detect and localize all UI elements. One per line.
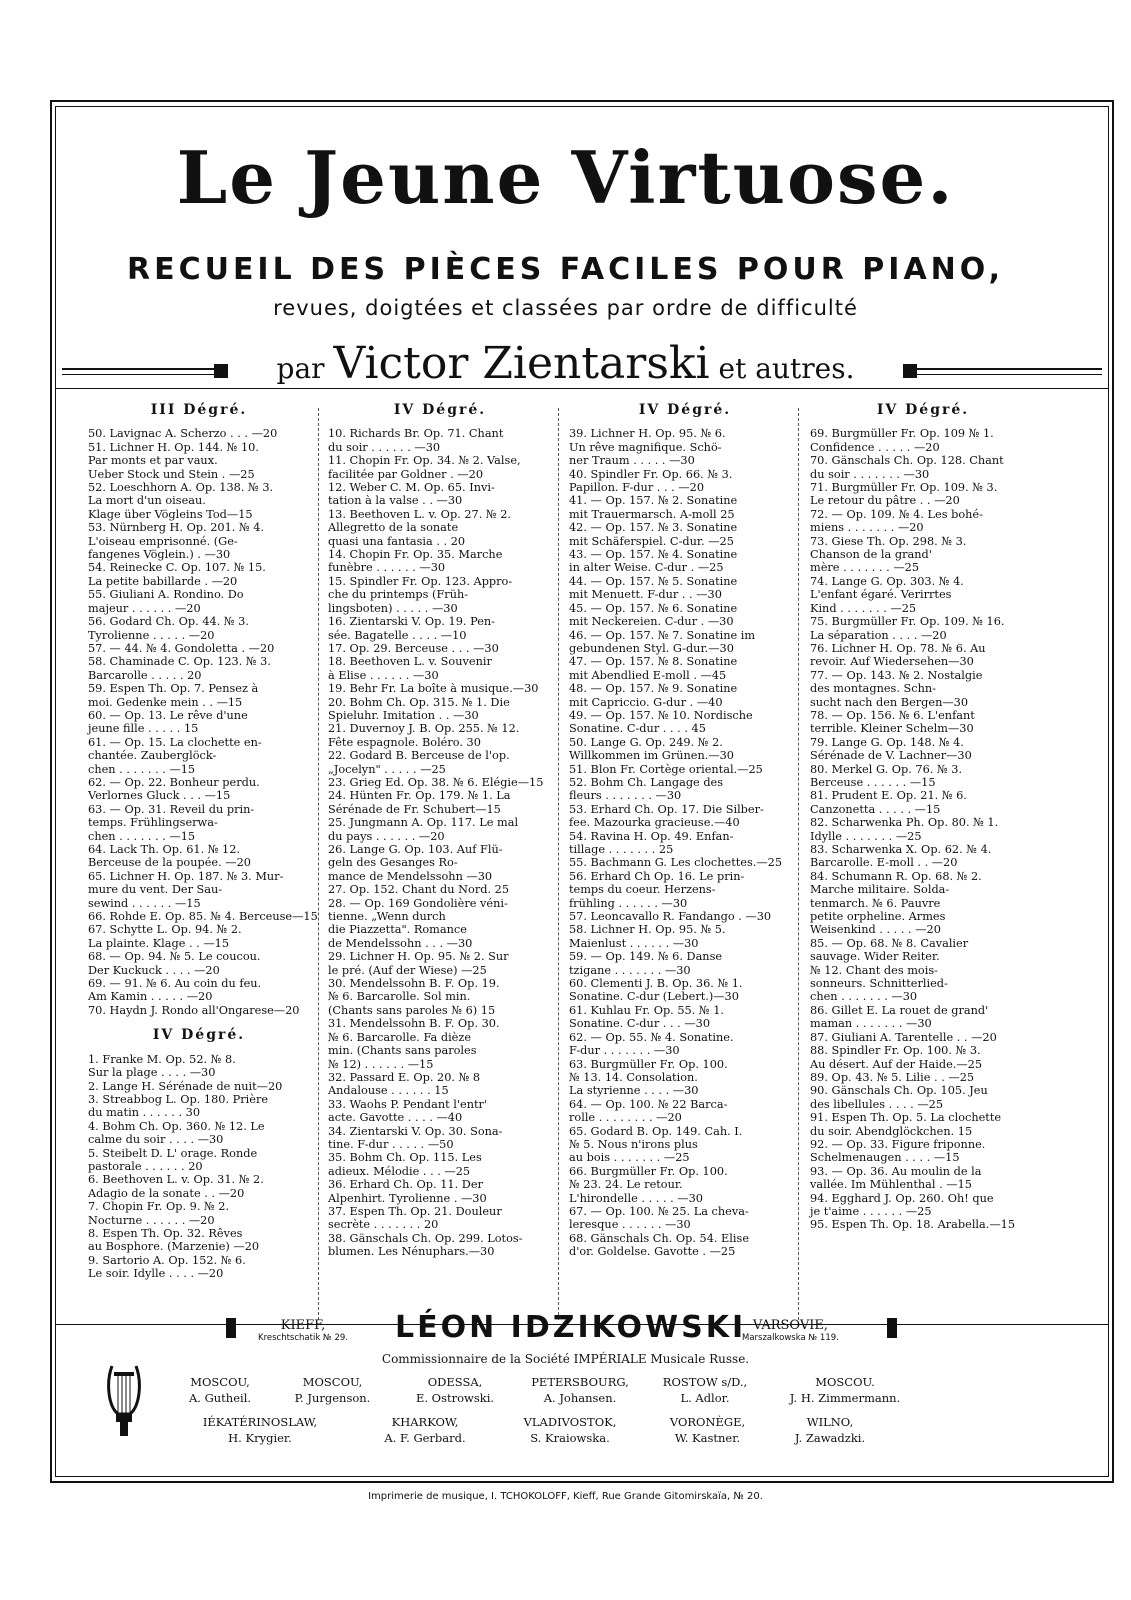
catalog-entry: Canzonetta . . . . . —15 [810, 802, 941, 816]
catalog-entry: 93. — Op. 36. Au moulin de la [810, 1164, 982, 1178]
catalog-entry: 27. Op. 152. Chant du Nord. 25 [328, 883, 510, 897]
lyre-icon [104, 1362, 144, 1438]
catalog-entry: Papillon. F-dur . . . —20 [569, 481, 705, 495]
catalog-entry: leresque . . . . . . —30 [569, 1218, 691, 1232]
catalog-entry: ner Traum . . . . . —30 [569, 454, 695, 468]
catalog-entry: 52. Bohm Ch. Langage des [569, 775, 724, 789]
commissionnaire-line: Commissionnaire de la Société IMPÉRIALE Musicale Russe. [381, 1352, 750, 1366]
catalog-entry: 70. Gänschals Ch. Op. 128. Chant [810, 454, 1004, 468]
catalog-entry: 22. Godard B. Berceuse de l'op. [328, 749, 510, 763]
catalog-entry: chen . . . . . . . —15 [88, 762, 196, 776]
catalog-entry: 41. — Op. 157. № 2. Sonatine [569, 494, 738, 508]
agent: IÉKATÉRINOSLAW, H. Krygier. [202, 1415, 318, 1445]
catalog-entry: 65. Godard B. Op. 149. Cah. I. [569, 1124, 743, 1138]
agent: ROSTOW s/D., L. Adlor. [662, 1375, 748, 1405]
catalog-entry: 82. Scharwenka Ph. Op. 80. № 1. [810, 816, 999, 830]
catalog-entry: mit Trauermarsch. A-moll 25 [569, 507, 735, 521]
entry-list [88, 1053, 310, 1281]
catalog-entry: Sérénade de V. Lachner—30 [810, 749, 972, 763]
agent: WILNO, J. Zawadzki. [794, 1415, 866, 1445]
catalog-entry: Sérénade de Fr. Schubert—15 [328, 802, 501, 816]
catalog-entry: 80. Merkel G. Op. 76. № 3. [810, 762, 963, 776]
catalog-entry: № 13. 14. Consolation. [569, 1070, 698, 1084]
catalog-entry: au Bosphore. (Marzenie) —20 [88, 1240, 260, 1254]
catalog-entry: 63. Burgmüller Fr. Op. 100. [569, 1057, 728, 1071]
catalog-entry: frühling . . . . . . —30 [569, 896, 688, 910]
byline-par: par [276, 352, 325, 385]
catalog-entry: mère . . . . . . . —25 [810, 561, 920, 575]
catalog-entry: 48. — Op. 157. № 9. Sonatine [569, 682, 738, 696]
catalog-entry: 9. Sartorio A. Op. 152. № 6. [88, 1253, 246, 1267]
catalog-entry: du soir . . . . . . . —30 [810, 467, 930, 481]
catalog-entry: 77. — Op. 143. № 2. Nostalgie [810, 668, 983, 682]
catalog-entry: mit Menuett. F-dur . . —30 [569, 588, 722, 602]
catalog-entry: adieux. Mélodie . . . —25 [328, 1164, 471, 1178]
catalog-entry: geln des Gesanges Ro- [328, 856, 458, 870]
catalog-entry: 62. — Op. 55. № 4. Sonatine. [569, 1030, 734, 1044]
catalog-entry: 51. Lichner H. Op. 144. № 10. [88, 440, 259, 454]
catalog-entry: Par monts et par vaux. [88, 454, 218, 468]
catalog-entry: Sonatine. C-dur (Lebert.)—30 [569, 990, 739, 1004]
catalog-entry: 56. Erhard Ch Op. 16. Le prin- [569, 869, 745, 883]
catalog-entry: 91. Espen Th. Op. 5. La clochette [810, 1111, 1002, 1125]
catalog-entry: Confidence . . . . . —20 [810, 440, 940, 454]
catalog-entry: 64. Lack Th. Op. 61. № 12. [88, 843, 241, 856]
catalog-entry: Schelmenaugen . . . . —15 [810, 1151, 960, 1165]
catalog-entry: tine. F-dur . . . . . —50 [328, 1137, 454, 1151]
catalog-entry: 74. Lange G. Op. 303. № 4. [810, 574, 964, 588]
catalog-entry: 90. Gänschals Ch. Op. 105. Jeu [810, 1084, 988, 1098]
catalog-entry: die Piazzetta". Romance [328, 923, 467, 937]
catalog-entry: 95. Espen Th. Op. 18. Arabella.—15 [810, 1218, 1016, 1232]
catalog-entry: majeur . . . . . . —20 [88, 601, 201, 615]
column-2 [328, 404, 552, 1259]
catalog-entry: 73. Giese Th. Op. 298. № 3. [810, 534, 967, 548]
catalog-entry: secrète . . . . . . . 20 [328, 1218, 439, 1232]
catalog-entry: 70. Haydn J. Rondo all'Ongarese—20 [88, 1003, 300, 1017]
catalog-entry: mit Schäferspiel. C-dur. —25 [569, 534, 734, 548]
column-4 [810, 404, 1036, 1232]
catalog-entry: 72. — Op. 109. № 4. Les bohé- [810, 507, 983, 521]
catalog-entry: 59. — Op. 149. № 6. Danse [569, 950, 723, 964]
agent: VORONÈGE, W. Kastner. [669, 1415, 746, 1445]
catalog-entry: calme du soir . . . . —30 [88, 1133, 224, 1147]
byline-et: et autres. [718, 352, 855, 385]
catalog-entry: chen . . . . . . . —15 [88, 829, 196, 843]
catalog-entry: 53. Nürnberg H. Op. 201. № 4. [88, 521, 265, 535]
publisher-varsovie-address: Marszalkowska № 119. [742, 1333, 839, 1343]
catalog-entry: Barcarolle . . . . . 20 [88, 668, 202, 682]
catalog-entry: 69. — 91. № 6. Au coin du feu. [88, 977, 262, 991]
catalog-entry: 68. — Op. 94. № 5. Le coucou. [88, 950, 261, 964]
subtitle-secondary: revues, doigtées et classées par ordre de difficulté [273, 296, 858, 320]
column-heading: IV Dégré. [638, 402, 732, 418]
catalog-entry: 83. Scharwenka X. Op. 62. № 4. [810, 843, 992, 856]
catalog-entry: in alter Weise. C-dur . —25 [569, 561, 724, 575]
catalog-entry: Idylle . . . . . . . —25 [810, 829, 922, 843]
catalog-entry: Maienlust . . . . . . —30 [569, 936, 699, 950]
catalog-entry: № 23. 24. Le retour. [569, 1178, 683, 1192]
catalog-entry: 66. Burgmüller Fr. Op. 100. [569, 1164, 728, 1178]
catalog-entry: 13. Beethoven L. v. Op. 27. № 2. [328, 507, 511, 521]
catalog-entry: 1. Franke M. Op. 52. № 8. [88, 1052, 236, 1066]
catalog-entry: temps du coeur. Herzens- [569, 883, 716, 897]
catalog-entry: Verlornes Gluck . . . —15 [88, 789, 231, 803]
catalog-entry: rolle . . . . . . . . —20 [569, 1111, 682, 1125]
catalog-entry: 85. — Op. 68. № 8. Cavalier [810, 936, 969, 950]
catalog-entry: mance de Mendelssohn —30 [328, 869, 493, 883]
catalog-entry: 39. Lichner H. Op. 95. № 6. [569, 427, 726, 441]
catalog-entry: moi. Gedenke mein . . —15 [88, 695, 243, 709]
catalog-entry: Am Kamin . . . . . —20 [88, 990, 213, 1004]
catalog-entry: 57. Leoncavallo R. Fandango . —30 [569, 910, 772, 924]
catalog-entry: 50. Lavignac A. Scherzo . . . —20 [88, 427, 278, 441]
catalog-entry: 53. Erhard Ch. Op. 17. Die Silber- [569, 802, 764, 816]
catalog-entry: de Mendelssohn . . . —30 [328, 936, 473, 950]
catalog-entry: 32. Passard E. Op. 20. № 8 [328, 1070, 481, 1084]
catalog-entry: 89. Op. 43. № 5. Lilie . . —25 [810, 1070, 975, 1084]
catalog-entry: 57. — 44. № 4. Gondoletta . —20 [88, 641, 275, 655]
catalog-entry: 78. — Op. 156. № 6. L'enfant [810, 708, 975, 722]
catalog-entry: 19. Behr Fr. La boîte à musique.—30 [328, 682, 539, 696]
catalog-entry: 62. — Op. 22. Bonheur perdu. [88, 775, 260, 789]
catalog-entry: 36. Erhard Ch. Op. 11. Der [328, 1178, 483, 1192]
catalog-entry: 26. Lange G. Op. 103. Auf Flü- [328, 843, 503, 856]
catalog-entry: 40. Spindler Fr. Op. 66. № 3. [569, 467, 733, 481]
catalog-entry: 34. Zientarski V. Op. 30. Sona- [328, 1124, 503, 1138]
catalog-entry: (Chants sans paroles № 6) 15 [328, 1003, 496, 1017]
catalog-entry: La styrienne . . . . —30 [569, 1084, 699, 1098]
catalog-entry: lingsboten) . . . . . —30 [328, 601, 458, 615]
catalog-entry: Fête espagnole. Boléro. 30 [328, 735, 481, 749]
catalog-entry: 81. Prudent E. Op. 21. № 6. [810, 789, 967, 803]
publisher-kieff [258, 1318, 348, 1343]
catalog-entry: temps. Frühlingserwa- [88, 816, 218, 830]
catalog-entry: fleurs . . . . . . . —30 [569, 789, 682, 803]
catalog-entry: tzigane . . . . . . . —30 [569, 963, 691, 977]
catalog-entry: 18. Beethoven L. v. Souvenir [328, 655, 492, 669]
catalog-entry: Marche militaire. Solda- [810, 883, 950, 897]
byline-author: Victor Zientarski [333, 338, 710, 389]
catalog-entry: 60. Clementi J. B. Op. 36. № 1. [569, 977, 743, 991]
catalog-entry: „Jocelyn" . . . . . —25 [328, 762, 446, 776]
catalog-entry: 92. — Op. 33. Figure friponne. [810, 1137, 986, 1151]
catalog-entry: je t'aime . . . . . . —25 [810, 1204, 932, 1218]
column-3 [569, 404, 801, 1259]
catalog-entry: 47. — Op. 157. № 8. Sonatine [569, 655, 738, 669]
column-heading: IV Dégré. [393, 402, 487, 418]
column-separator [558, 408, 559, 1320]
catalog-entry: 8. Espen Th. Op. 32. Rêves [88, 1226, 243, 1240]
catalog-entry: mit Neckereien. C-dur . —30 [569, 615, 734, 629]
catalog-entry: 42. — Op. 157. № 3. Sonatine [569, 521, 738, 535]
catalog-entry: 67. Schytte L. Op. 94. № 2. [88, 923, 242, 937]
catalog-entry: acte. Gavotte . . . . —40 [328, 1111, 463, 1125]
catalog-entry: 75. Burgmüller Fr. Op. 109. № 16. [810, 615, 1005, 629]
catalog-entry: fee. Mazourka gracieuse.—40 [569, 816, 740, 830]
catalog-entry: 86. Gillet E. La rouet de grand' [810, 1003, 989, 1017]
catalog-entry: sée. Bagatelle . . . . —10 [328, 628, 467, 642]
column-1 [88, 402, 318, 1281]
catalog-entry: 54. Reinecke C. Op. 107. № 15. [88, 561, 266, 575]
catalog-entry: des libellules . . . . —25 [810, 1097, 944, 1111]
catalog-entry: 6. Beethoven L. v. Op. 31. № 2. [88, 1173, 264, 1187]
column-heading: III Dégré. [150, 402, 248, 418]
catalog-entry: № 5. Nous n'irons plus [569, 1137, 698, 1151]
column-heading: IV Dégré. [876, 402, 970, 418]
catalog-entry: 45. — Op. 157. № 6. Sonatine [569, 601, 738, 615]
catalog-entry: 24. Hünten Fr. Op. 179. № 1. La [328, 789, 511, 803]
catalog-entry: 21. Duvernoy J. B. Op. 255. № 12. [328, 722, 520, 736]
catalog-entry: 51. Blon Fr. Cortège oriental.—25 [569, 762, 763, 776]
catalog-entry: № 6. Barcarolle. Fa dièze [328, 1030, 472, 1044]
entry-list [328, 427, 552, 1258]
catalog-entry: 49. — Op. 157. № 10. Nordische [569, 708, 753, 722]
catalog-entry: 44. — Op. 157. № 5. Sonatine [569, 574, 738, 588]
catalog-entry: La séparation . . . . —20 [810, 628, 947, 642]
catalog-entry: 76. Lichner H. Op. 78. № 6. Au [810, 641, 986, 655]
catalog-entry: 54. Ravina H. Op. 49. Enfan- [569, 829, 734, 843]
catalog-entry: Chanson de la grand' [810, 548, 932, 562]
catalog-entry: Barcarolle. E-moll . . —20 [810, 856, 958, 870]
catalog-entry: Allegretto de la sonate [328, 521, 459, 535]
catalog-entry: № 12. Chant des mois- [810, 963, 938, 977]
catalog-entry: 10. Richards Br. Op. 71. Chant [328, 427, 504, 441]
catalog-entry: Sonatine. C-dur . . . —30 [569, 1017, 711, 1031]
catalog-entry: terrible. Kleiner Schelm—30 [810, 722, 974, 736]
catalog-entry: revoir. Auf Wiedersehen—30 [810, 655, 974, 669]
catalog-entry: quasi una fantasia . . 20 [328, 534, 466, 548]
catalog-entry: Kind . . . . . . . —25 [810, 601, 917, 615]
catalog-entry: 87. Giuliani A. Tarentelle . . —20 [810, 1030, 997, 1044]
catalog-entry: Tyrolienne . . . . . —20 [88, 628, 215, 642]
catalog-entry: 29. Lichner H. Op. 95. № 2. Sur [328, 950, 509, 964]
catalog-entry: L'hirondelle . . . . . —30 [569, 1191, 703, 1205]
entry-list [88, 427, 318, 1017]
catalog-entry: 59. Espen Th. Op. 7. Pensez à [88, 682, 259, 696]
catalog-entry: fangenes Vöglein.) . —30 [88, 548, 231, 562]
agent: PETERSBOURG, A. Johansen. [531, 1375, 629, 1405]
catalog-entry: facilitée par Goldner . —20 [328, 467, 484, 481]
catalog-entry: des montagnes. Schn- [810, 682, 936, 696]
catalog-entry: 3. Streabbog L. Op. 180. Prière [88, 1092, 269, 1106]
catalog-entry: 28. — Op. 169 Gondolière véni- [328, 896, 508, 910]
catalog-entry: Berceuse . . . . . . —15 [810, 775, 936, 789]
agent: MOSCOU, P. Jurgenson. [294, 1375, 371, 1405]
catalog-entry: du matin . . . . . . 30 [88, 1106, 201, 1120]
catalog-entry: La plainte. Klage . . —15 [88, 936, 230, 950]
catalog-entry: le pré. (Auf der Wiese) —25 [328, 963, 487, 977]
catalog-entry: gebundenen Styl. G-dur.—30 [569, 641, 734, 655]
catalog-entry: Le soir. Idylle . . . . —20 [88, 1267, 224, 1281]
catalog-entry: Klage über Vögleins Tod—15 [88, 507, 253, 521]
catalog-entry: 23. Grieg Ed. Op. 38. № 6. Elégie—15 [328, 775, 544, 789]
catalog-entry: 94. Egghard J. Op. 260. Oh! que [810, 1191, 994, 1205]
catalog-entry: funèbre . . . . . . —30 [328, 561, 446, 575]
catalog-entry: Sonatine. C-dur . . . . 45 [569, 722, 706, 736]
agent: KHARKOW, A. F. Gerbard. [384, 1415, 466, 1445]
catalog-entry: 4. Bohm Ch. Op. 360. № 12. Le [88, 1119, 265, 1133]
catalog-entry: Adagio de la sonate . . —20 [88, 1186, 245, 1200]
catalog-entry: Le retour du pâtre . . —20 [810, 494, 960, 508]
publisher-kieff-address: Kreschtschatik № 29. [258, 1333, 349, 1343]
page-title: Le Jeune Virtuose. [176, 135, 955, 220]
catalog-entry: 38. Gänschals Ch. Op. 299. Lotos- [328, 1231, 523, 1245]
catalog-entry: 79. Lange G. Op. 148. № 4. [810, 735, 964, 749]
catalog-entry: petite orpheline. Armes [810, 910, 946, 924]
catalog-entry: 35. Bohm Ch. Op. 115. Les [328, 1151, 482, 1165]
column-separator [318, 408, 319, 1320]
catalog-entry: 56. Godard Ch. Op. 44. № 3. [88, 615, 249, 629]
catalog-entry: 61. Kuhlau Fr. Op. 55. № 1. [569, 1003, 724, 1017]
catalog-entry: du pays . . . . . . —20 [328, 829, 445, 843]
catalog-entry: 63. — Op. 31. Reveil du prin- [88, 802, 255, 816]
catalog-entry: 43. — Op. 157. № 4. Sonatine [569, 548, 738, 562]
catalog-entry: 60. — Op. 13. Le rêve d'une [88, 708, 248, 722]
catalog-entry: 84. Schumann R. Op. 68. № 2. [810, 869, 982, 883]
catalog-entry: sewind . . . . . . —15 [88, 896, 201, 910]
catalog-entry: che du printemps (Früh- [328, 588, 469, 602]
column-heading: IV Dégré. [152, 1027, 246, 1044]
catalog-entry: L'oiseau emprisonné. (Ge- [88, 534, 238, 548]
catalog-entry: 58. Lichner H. Op. 95. № 5. [569, 923, 726, 937]
catalog-entry: 71. Burgmüller Fr. Op. 109. № 3. [810, 481, 998, 495]
catalog-entry: 50. Lange G. Op. 249. № 2. [569, 735, 723, 749]
publisher-kieff-city: KIEFF, [280, 1318, 326, 1333]
catalog-entry: mit Capriccio. G-dur . —40 [569, 695, 723, 709]
catalog-entry: 25. Jungmann A. Op. 117. Le mal [328, 816, 519, 830]
catalog-entry: 14. Chopin Fr. Op. 35. Marche [328, 548, 503, 562]
catalog-entry: Andalouse . . . . . . 15 [328, 1084, 449, 1098]
catalog-entry: № 12) . . . . . . —15 [328, 1057, 434, 1071]
catalog-entry: 33. Waohs P. Pendant l'entr' [328, 1097, 488, 1111]
catalog-entry: tienne. „Wenn durch [328, 910, 446, 924]
catalog-entry: 20. Bohm Ch. Op. 315. № 1. Die [328, 695, 510, 709]
catalog-entry: au bois . . . . . . . —25 [569, 1151, 690, 1165]
catalog-entry: Ueber Stock und Stein . —25 [88, 467, 255, 481]
catalog-entry: 30. Mendelssohn B. F. Op. 19. [328, 977, 500, 991]
catalog-entry: Der Kuckuck . . . . —20 [88, 963, 220, 977]
catalog-entry: chantée. Zauberglöck- [88, 749, 217, 763]
catalog-entry: pastorale . . . . . . 20 [88, 1159, 203, 1173]
catalog-entry: Au désert. Auf der Haide.—25 [810, 1057, 983, 1071]
catalog-entry: sonneurs. Schnitterlied- [810, 977, 948, 991]
subtitle: RECUEIL DES PIÈCES FACILES POUR PIANO, [126, 252, 1005, 287]
catalog-entry: du soir . . . . . . —30 [328, 440, 441, 454]
catalog-entry: F-dur . . . . . . . —30 [569, 1044, 680, 1058]
catalog-entry: mit Abendlied E-moll . —45 [569, 668, 727, 682]
catalog-entry: 65. Lichner H. Op. 187. № 3. Mur- [88, 869, 284, 883]
catalog-entry: 66. Rohde E. Op. 85. № 4. Berceuse—15 [88, 910, 318, 924]
catalog-entry: 31. Mendelssohn B. F. Op. 30. [328, 1017, 500, 1031]
catalog-entry: chen . . . . . . . —30 [810, 990, 918, 1004]
publisher-name: LÉON IDZIKOWSKI [395, 1310, 747, 1345]
catalog-entry: № 6. Barcarolle. Sol min. [328, 990, 471, 1004]
catalog-entry: du soir. Abendglöckchen. 15 [810, 1124, 973, 1138]
catalog-entry: Un rêve magnifique. Schö- [569, 440, 722, 454]
catalog-entry: d'or. Goldelse. Gavotte . —25 [569, 1245, 736, 1259]
catalog-entry: 17. Op. 29. Berceuse . . . —30 [328, 641, 499, 655]
catalog-entry: Willkommen im Grünen.—30 [569, 749, 734, 763]
catalog-entry: 88. Spindler Fr. Op. 100. № 3. [810, 1044, 981, 1058]
catalog-entry: 5. Steibelt D. L' orage. Ronde [88, 1146, 258, 1160]
catalog-entry: 58. Chaminade C. Op. 123. № 3. [88, 655, 271, 669]
catalog-entry: 55. Giuliani A. Rondino. Do [88, 588, 244, 602]
catalog-entry: 46. — Op. 157. № 7. Sonatine im [569, 628, 756, 642]
entry-list [569, 427, 801, 1258]
catalog-entry: Weisenkind . . . . . —20 [810, 923, 941, 937]
catalog-entry: 61. — Op. 15. La clochette en- [88, 735, 262, 749]
agent: ODESSA, E. Ostrowski. [415, 1375, 495, 1405]
catalog-entry: 64. — Op. 100. № 22 Barca- [569, 1097, 728, 1111]
publisher-varsovie-city: VARSOVIE, [752, 1318, 829, 1333]
catalog-entry: 55. Bachmann G. Les clochettes.—25 [569, 856, 783, 870]
catalog-entry: vallée. Im Mühlenthal . —15 [810, 1178, 972, 1192]
catalog-entry: mure du vent. Der Sau- [88, 883, 223, 897]
catalog-entry: 37. Espen Th. Op. 21. Douleur [328, 1204, 502, 1218]
catalog-entry: 16. Zientarski V. Op. 19. Pen- [328, 615, 495, 629]
catalog-entry: L'enfant égaré. Verirrtes [810, 588, 952, 602]
byline [0, 338, 1131, 389]
catalog-entry: La mort d'un oiseau. [88, 494, 206, 508]
catalog-entry: 69. Burgmüller Fr. Op. 109 № 1. [810, 427, 994, 441]
catalog-entry: Sur la plage . . . . —30 [88, 1066, 216, 1080]
catalog-entry: miens . . . . . . . —20 [810, 521, 924, 535]
catalog-entry: 15. Spindler Fr. Op. 123. Appro- [328, 574, 513, 588]
catalog-entry: tillage . . . . . . . 25 [569, 843, 674, 856]
agent: MOSCOU, A. Gutheil. [188, 1375, 252, 1405]
publisher-varsovie [742, 1318, 839, 1343]
catalog-entry: 7. Chopin Fr. Op. 9. № 2. [88, 1200, 230, 1214]
catalog-entry: 11. Chopin Fr. Op. 34. № 2. Valse, [328, 454, 521, 468]
publisher-bar-right [887, 1318, 897, 1338]
catalog-entry: La petite babillarde . —20 [88, 574, 238, 588]
catalog-entry: maman . . . . . . . —30 [810, 1017, 932, 1031]
catalog-entry: 67. — Op. 100. № 25. La cheva- [569, 1204, 749, 1218]
catalog-entry: blumen. Les Nénuphars.—30 [328, 1245, 495, 1259]
entry-list [810, 427, 1036, 1231]
catalog-entry: 12. Weber C. M. Op. 65. Invi- [328, 481, 495, 495]
catalog-entry: Nocturne . . . . . . —20 [88, 1213, 215, 1227]
printer-line: Imprimerie de musique, I. TCHOKOLOFF, Kieff, Rue Grande Gitomirskaïa, № 20. [368, 1491, 763, 1502]
catalog-entry: sucht nach den Bergen—30 [810, 695, 969, 709]
catalog-entry: à Elise . . . . . . —30 [328, 668, 439, 682]
catalog-entry: tation à la valse . . —30 [328, 494, 463, 508]
catalog-entry: 52. Loeschhorn A. Op. 138. № 3. [88, 481, 274, 495]
agent: MOSCOU. J. H. Zimmermann. [789, 1375, 901, 1405]
catalog-entry: sauvage. Wider Reiter. [810, 950, 940, 964]
rule-right [905, 368, 1102, 375]
catalog-entry: tenmarch. № 6. Pauvre [810, 896, 941, 910]
header-divider [56, 388, 1108, 389]
catalog-entry: jeune fille . . . . . 15 [88, 722, 199, 736]
catalog-entry: min. (Chants sans paroles [328, 1044, 477, 1058]
catalog-entry: 2. Lange H. Sérénade de nuit—20 [88, 1079, 283, 1093]
publisher-bar-left [226, 1318, 236, 1338]
catalog-entry: Alpenhirt. Tyrolienne . —30 [328, 1191, 487, 1205]
catalog-entry: Spieluhr. Imitation . . —30 [328, 708, 479, 722]
catalog-entry: Berceuse de la poupée. —20 [88, 856, 251, 870]
catalog-entry: 68. Gänschals Ch. Op. 54. Elise [569, 1231, 750, 1245]
agent: VLADIVOSTOK, S. Kraiowska. [523, 1415, 617, 1445]
